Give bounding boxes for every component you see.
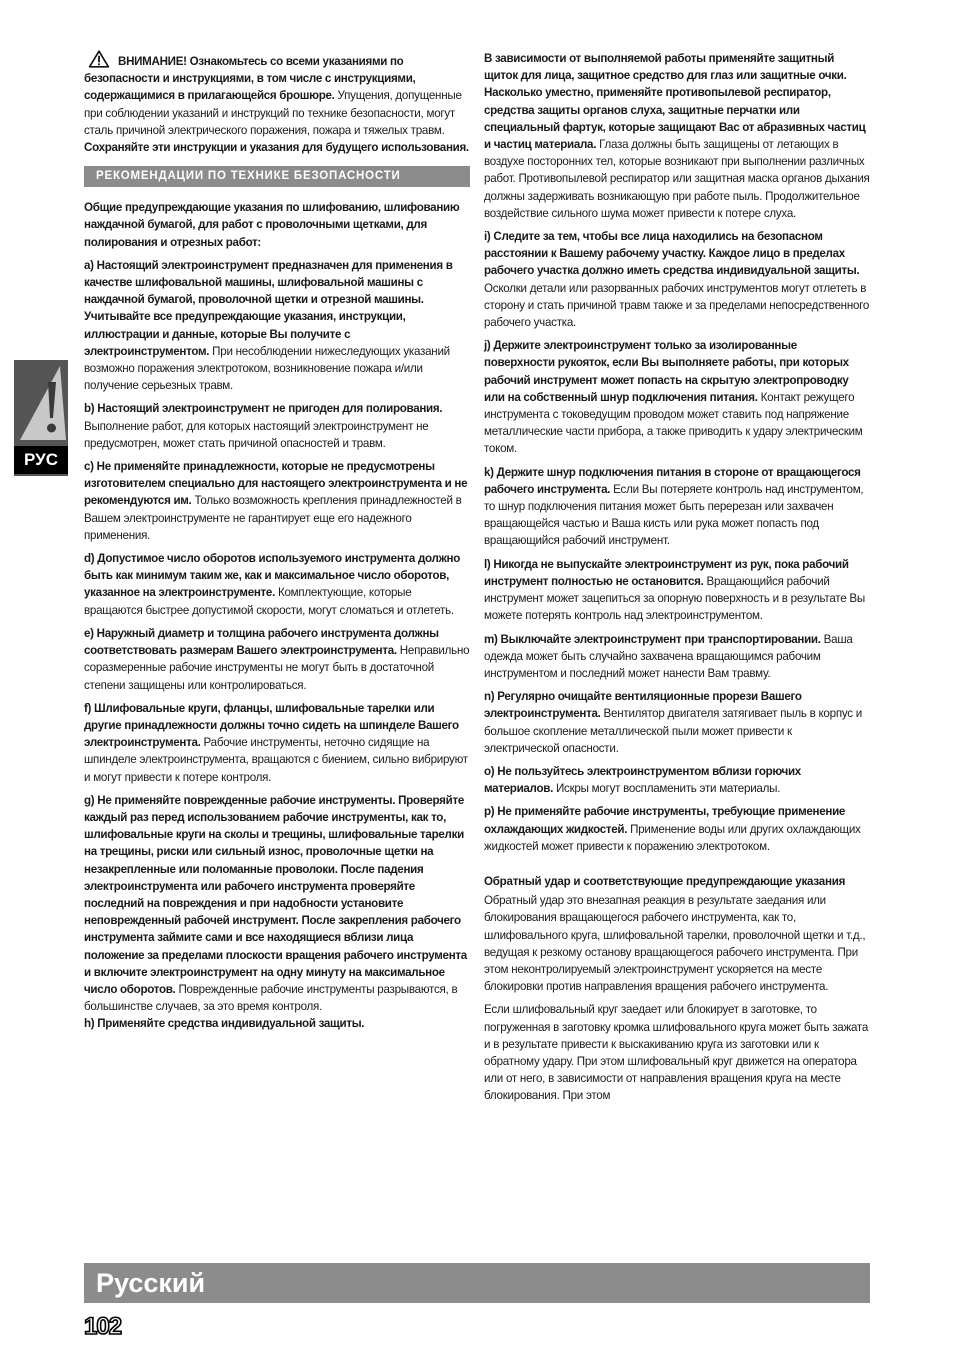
safety-item-b (84, 400, 470, 452)
intro-text: Общие предупреждающие указания по шлифованию, шлифованию наждачной бумагой, для работ с проволочными щетками, для полирования и отрезных работ: (84, 201, 460, 249)
safety-item-i (484, 228, 870, 331)
safety-item-n (484, 688, 870, 757)
safety-item-c (84, 458, 470, 544)
safety-item-p (484, 803, 870, 855)
item-text: Глаза должны быть защищены от летающих в воздухе посторонних тел, которые возникают при выполнении различных работ. Противопылевой респиратор или защитная маска органов дыхания должны задерживать возникающую при работе пыль. Продолжительное воздействие сильного шума может привести к потере слуха. (484, 138, 870, 220)
warning-bold: ВНИМАНИЕ! Ознакомьтесь со всеми указаниями по безопасности и инструкциями, в том числе с инструкциями, содержащимися в прилагающейся брошюре. (84, 55, 416, 103)
item-text: Применение воды или других охлаждающих жидкостей может привести к поражению электротоком. (484, 822, 861, 853)
warning-triangle-icon (86, 50, 112, 68)
safety-item-l (484, 556, 870, 625)
safety-item-m (484, 631, 870, 683)
warning-text: Упущения, допущенные при соблюдении указаний и инструкций по технике безопасности, могут сталь причиной электрического поражения, пожара и тяжелых травм. (84, 89, 462, 137)
safety-item-h (84, 1015, 470, 1032)
item-bold: i) Следите за тем, чтобы все лица находились на безопасном расстоянии к Вашему рабочему участку. Каждое лицо в пределах рабочего участка должно иметь средства индивидуальной защиты. (484, 230, 860, 278)
kickback-paragraph-1: Обратный удар это внезапная реакция в результате заедания или блокирования вращающегося рабочего инструмента, как то, шлифовального круга, шлифовальной тарелки, проволочной щетки и т.д., ведущая к резкому останову вращающегося рабочего инструмента. При этом неконтролируемый электроинструмент ускоряется на месте блокировки против направления вращения рабочего инструмента. (484, 894, 866, 994)
safety-item-e (84, 625, 470, 694)
item-bold: b) Настоящий электроинструмент не пригоден для полирования. (84, 402, 443, 416)
item-text: Поврежденные рабочие инструменты разрываются, в большинстве случаев, за это время контроля. (84, 982, 458, 1014)
item-text: Неправильно соразмеренные рабочие инструменты не могут быть в достаточной степени защищены или контролироваться. (84, 644, 470, 692)
item-bold: j) Держите электроинструмент только за изолированные поверхности рукояток, если Вы выполняете работы, при которых рабочий инструмент может попасть на скрытую электропроводку или на собственный шнур подключения питания. (484, 339, 849, 404)
item-bold: n) Регулярно очищайте вентиляционные прорези Вашего электроинструмента. (484, 690, 802, 721)
language-label: РУС (14, 446, 68, 474)
safety-item-j (484, 337, 870, 457)
item-bold: f) Шлифовальные круги, фланцы, шлифовальные тарелки или другие принадлежности должны точно сидеть на шпинделе Вашего электроинструмента. (84, 701, 459, 750)
footer-title: Русский (96, 1268, 206, 1298)
footer-language-bar (84, 1263, 870, 1303)
safety-item-o (484, 763, 870, 797)
item-text: Вентилятор двигателя затягивает пыль в корпус и большое скопление металлической пыли может привести к электрической опасности. (484, 707, 863, 755)
item-bold: В зависимости от выполняемой работы применяйте защитный щиток для лица, защитное средство для глаз или защитные очки. Насколько уместно, применяйте противопылевой респиратор, средства защиты органов слуха, защитные перчатки или специальный фартук, которые защищают Вас от абразивных частиц и частиц материала. (484, 52, 866, 152)
safety-item-d (84, 550, 470, 619)
right-column (484, 50, 870, 1111)
item-bold: p) Не применяйте рабочие инструменты, требующие применение охлаждающих жидкостей. (484, 805, 846, 836)
item-text: Искры могут воспламенить эти материалы. (553, 782, 781, 796)
item-text: Осколки детали или разорванных рабочих инструментов могут отлететь в сторону и стать причиной травм также и за пределами непосредственного рабочего участка. (484, 281, 870, 330)
kickback-heading: Обратный удар и соответствующие предупреждающие указания (484, 874, 846, 888)
safety-item-h-cont (484, 50, 870, 222)
warning-paragraph (84, 50, 470, 156)
item-text: Контакт режущего инструмента с токоведущим проводом может ставить под напряжение металлические части прибора, а также приводить к удару электрическим током. (484, 390, 863, 456)
item-bold: a) Настоящий электроинструмент предназначен для применения в качестве шлифовальной машины, шлифовальной машины с наждачной бумагой, проволочной щетки и отрезной машины. Учитывайте все предупреждающие указания, инструкции, иллюстрации и данные, которые Вы получите с электроинструментом. (84, 258, 453, 358)
item-text: Комплектующие, которые вращаются быстрее допустимой скорости, могут сломаться и отлететь. (84, 586, 454, 617)
kickback-paragraph-2: Если шлифовальный круг заедает или блокирует в заготовке, то погруженная в заготовку кромка шлифовального круга может быть зажата и в результате привести к выскакиванию круга из заготовки или к обратному удару. При этом шлифовальный круг движется на оператора или от него, в зависимости от направления вращения круга на месте блокирования. При этом (484, 1003, 869, 1103)
item-text: Только возможность крепления принадлежностей в Вашем электроинструменте не гарантирует еще его надежного применения. (84, 494, 462, 542)
section-banner: РЕКОМЕНДАЦИИ ПО ТЕХНИКЕ БЕЗОПАСНОСТИ (84, 166, 470, 187)
item-text: Вращающийся рабочий инструмент может зацепиться за опорную поверхность и в результате Вы можете потерять контроль над электроинструментом. (484, 574, 865, 623)
item-bold: c) Не применяйте принадлежности, которые не предусмотрены изготовителем специально для настоящего электроинструмента и не рекомендуются им. (84, 460, 468, 508)
item-text: Ваша одежда может быть случайно захвачена вращающимся рабочим инструментом и последний может нанести Вам травму. (484, 632, 853, 680)
item-bold: o) Не пользуйтесь электроинструментом вблизи горючих материалов. (484, 764, 801, 796)
left-column (84, 50, 470, 1039)
intro-paragraph (84, 199, 470, 251)
keep-notice: Сохраняйте эти инструкции и указания для будущего использования. (84, 141, 469, 155)
safety-item-f (84, 700, 470, 786)
item-bold: h) Применяйте средства индивидуальной защиты. (84, 1017, 365, 1031)
item-bold: l) Никогда не выпускайте электроинструмент из рук, пока рабочий инструмент полностью не остановится. (484, 557, 849, 588)
page-number: 102 (84, 1313, 122, 1340)
item-bold: e) Наружный диаметр и толщина рабочего инструмента должны соответствовать размерам Вашего электроинструмента. (84, 626, 439, 658)
item-text: При несоблюдении нижеследующих указаний возможно поражения электротоком, возникновение пожара и/или получение серьезных травм. (84, 344, 450, 393)
safety-item-a (84, 257, 470, 395)
item-bold: m) Выключайте электроинструмент при транспортировании. (484, 632, 821, 646)
exclamation-warning-icon (14, 360, 68, 442)
item-bold: g) Не применяйте поврежденные рабочие инструменты. Проверяйте каждый раз перед использованием рабочие инструменты, как то, шлифовальные круги на сколы и трещины, шлифовальные тарелки на трещины, риски или сильный износ, проволочные щетки на незакрепленные или поломанные проволоки. После падения электроинструмента или рабочего инструмента проверяйте последний на повреждения и при надобности установите неповрежденный рабочей инструмент. После закрепления рабочего инструмента займите сами и все находящиеся вблизи лица положение за пределами плоскости вращения рабочего инструмента и включите электроинструмент на одну минуту на максимальное число оборотов. (84, 793, 467, 996)
item-text: Выполнение работ, для которых настоящий электроинструмент не предусмотрен, может стать причиной опасностей и травм. (84, 419, 429, 450)
item-text: Если Вы потеряете контроль над инструментом, то шнур подключения питания может быть перерезан или захвачен вращающейся частью и Ваша кисть или рука может попасть под вращающийся рабочий инструмент. (484, 482, 864, 548)
safety-item-k (484, 464, 870, 550)
item-bold: d) Допустимое число оборотов используемого инструмента должно быть как минимум таким же, как и максимальное число оборотов, указанное на электроинструменте. (84, 552, 461, 600)
item-text: Рабочие инструменты, неточно сидящие на шпинделе электроинструмента, вращаются с биением, сильно вибрируют и могут привести к потере контроля. (84, 736, 468, 784)
language-side-tab (14, 360, 68, 476)
safety-item-g (84, 792, 470, 1016)
item-bold: k) Держите шнур подключения питания в стороне от вращающегося рабочего инструмента. (484, 465, 861, 496)
